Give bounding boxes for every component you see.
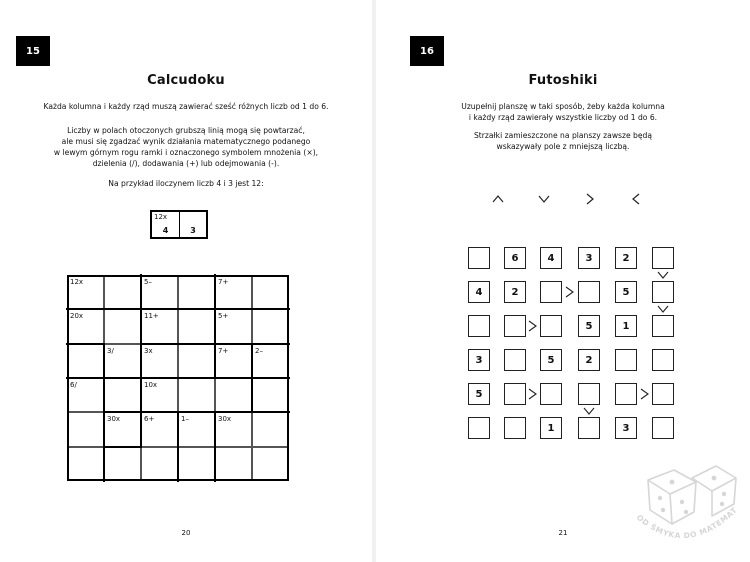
rule-line: dzielenia (/), dodawania (+) lub odejmowania (-). (92, 159, 280, 168)
example-cell (152, 212, 179, 237)
cage-border (214, 411, 216, 482)
futoshiki-cell[interactable] (540, 315, 562, 337)
rule-paragraph-1 (376, 101, 750, 123)
rule-line: Uzupełnij planszę w taki sposób, żeby każda kolumna (461, 102, 665, 111)
futoshiki-cell[interactable] (504, 349, 526, 371)
calcudoku-cell[interactable] (252, 447, 289, 481)
futoshiki-cell[interactable]: 2 (578, 349, 600, 371)
futoshiki-cell[interactable] (615, 383, 637, 405)
right-chevron-icon (526, 387, 540, 401)
futoshiki-cell[interactable] (578, 383, 600, 405)
cage-clue: 6/ (70, 381, 77, 389)
cage-clue: 12x (70, 278, 84, 286)
rule-line: Liczby w polach otoczonych grubszą linią mogą się powtarzać, (67, 126, 305, 135)
cage-clue: 7+ (218, 346, 229, 355)
cage-clue: 6+ (144, 415, 155, 424)
right-chevron-icon (563, 285, 577, 299)
cage-border (177, 411, 179, 482)
futoshiki-cell[interactable] (504, 383, 526, 405)
cage-border (140, 274, 142, 413)
example-value: 4 (162, 226, 169, 235)
cage-clue: 10x (144, 381, 158, 389)
calcudoku-cell[interactable] (215, 447, 252, 481)
calcudoku-cell[interactable] (178, 447, 215, 481)
cage-clue: 7+ (218, 278, 229, 286)
left-chevron-icon (629, 192, 643, 206)
calcudoku-cell[interactable] (178, 344, 215, 378)
cage-border (140, 308, 216, 310)
page-badge: 15 (16, 36, 50, 66)
cage-border (103, 411, 216, 413)
cage-border (103, 343, 105, 482)
example-clue: 12x (154, 213, 168, 221)
futoshiki-cell[interactable] (652, 281, 674, 303)
cage-clue: 20x (70, 312, 84, 321)
page-number: 21 (558, 529, 568, 537)
cage-border (66, 343, 105, 345)
cage-border (140, 377, 216, 379)
rule-paragraph-2 (376, 130, 750, 152)
rule-paragraph-2 (0, 125, 372, 169)
example-cell (179, 212, 206, 237)
futoshiki-cell[interactable] (652, 417, 674, 439)
up-chevron-icon (491, 192, 505, 206)
futoshiki-cell[interactable] (468, 315, 490, 337)
futoshiki-cell[interactable] (652, 247, 674, 269)
calcudoku-cell[interactable] (252, 378, 289, 412)
calcudoku-cell[interactable] (178, 378, 215, 412)
right-chevron-icon (526, 319, 540, 333)
futoshiki-cell[interactable] (652, 315, 674, 337)
futoshiki-cell[interactable] (578, 417, 600, 439)
page-badge: 16 (410, 36, 444, 66)
futoshiki-cell[interactable] (540, 281, 562, 303)
calcudoku-cell[interactable] (104, 378, 141, 412)
futoshiki-cell[interactable] (540, 383, 562, 405)
futoshiki-cell[interactable]: 5 (578, 315, 600, 337)
futoshiki-cell[interactable] (578, 281, 600, 303)
rule-line: Strzałki zamieszczone na planszy zawsze będą (473, 131, 653, 140)
cage-clue: 5– (144, 278, 152, 286)
futoshiki-cell[interactable]: 2 (615, 247, 637, 269)
watermark-text: OD ŚMYKA DO MATEMAT (634, 505, 740, 541)
calcudoku-cell[interactable] (67, 447, 104, 481)
page-title: Futoshiki (528, 73, 598, 88)
futoshiki-cell[interactable]: 5 (468, 383, 490, 405)
futoshiki-cell[interactable]: 3 (578, 247, 600, 269)
down-chevron-icon (656, 302, 670, 316)
calcudoku-cell[interactable] (67, 344, 104, 378)
futoshiki-cell[interactable] (652, 349, 674, 371)
cage-clue: 30x (107, 415, 121, 424)
cage-border (103, 446, 142, 448)
futoshiki-cell[interactable]: 5 (540, 349, 562, 371)
example-caption: Na przykład iloczynem liczb 4 i 3 jest 12: (108, 179, 264, 188)
futoshiki-cell[interactable] (468, 247, 490, 269)
calcudoku-cell[interactable] (104, 447, 141, 481)
futoshiki-cell[interactable]: 1 (540, 417, 562, 439)
example-value: 3 (190, 226, 196, 235)
calcudoku-cell[interactable] (104, 275, 141, 309)
futoshiki-cell[interactable]: 1 (615, 315, 637, 337)
cage-border (140, 411, 142, 447)
calcudoku-cell[interactable] (252, 412, 289, 446)
futoshiki-cell[interactable] (468, 417, 490, 439)
cage-border (214, 308, 290, 310)
cage-clue: 3x (144, 346, 153, 355)
calcudoku-cell[interactable] (141, 447, 178, 481)
left-page (0, 0, 372, 562)
futoshiki-cell[interactable]: 5 (615, 281, 637, 303)
cage-clue: 1– (181, 415, 189, 424)
futoshiki-cell[interactable]: 3 (468, 349, 490, 371)
rule-line: ale musi się zgadzać wynik działania matematycznego podanego (61, 137, 311, 146)
watermark-logo (630, 458, 742, 554)
rule-line: w lewym górnym rogu ramki i oznaczonego symbolem mnożenia (×), (53, 148, 319, 157)
cage-clue: 11+ (144, 312, 159, 321)
cage-clue: 30x (218, 415, 232, 424)
futoshiki-cell[interactable] (504, 417, 526, 439)
futoshiki-cell[interactable]: 4 (468, 281, 490, 303)
calcudoku-cell[interactable] (178, 275, 215, 309)
futoshiki-cell[interactable]: 3 (615, 417, 637, 439)
calcudoku-cell[interactable] (252, 309, 289, 343)
calcudoku-grid (67, 275, 289, 481)
cage-border (66, 308, 142, 310)
futoshiki-cell[interactable] (652, 383, 674, 405)
calcudoku-cell[interactable] (178, 309, 215, 343)
rule-paragraph-1: Każda kolumna i każdy rząd muszą zawierać sześć różnych liczb od 1 do 6. (43, 102, 329, 111)
calcudoku-cell[interactable] (104, 309, 141, 343)
cage-border (251, 343, 253, 414)
down-chevron-icon (656, 268, 670, 282)
calcudoku-cell[interactable] (252, 275, 289, 309)
futoshiki-cell[interactable]: 2 (504, 281, 526, 303)
page-title: Calcudoku (147, 73, 225, 88)
page-number: 20 (181, 529, 191, 537)
rule-line: i każdy rząd zawierały wszystkie liczby od 1 do 6. (468, 113, 658, 122)
right-chevron-icon (638, 387, 652, 401)
calcudoku-cell[interactable] (67, 412, 104, 446)
cage-clue: 3/ (107, 346, 114, 355)
right-chevron-icon (583, 192, 597, 206)
rule-line: wskazywały pole z mniejszą liczbą. (496, 142, 630, 151)
cage-clue: 5+ (218, 312, 229, 321)
cage-clue: 2– (255, 346, 263, 355)
down-chevron-icon (582, 404, 596, 418)
futoshiki-cell[interactable] (504, 315, 526, 337)
example-cage (150, 210, 208, 239)
cage-border (214, 274, 216, 379)
down-chevron-icon (537, 192, 551, 206)
calcudoku-cell[interactable] (215, 378, 252, 412)
futoshiki-cell[interactable]: 4 (540, 247, 562, 269)
futoshiki-cell[interactable]: 6 (504, 247, 526, 269)
futoshiki-cell[interactable] (615, 349, 637, 371)
